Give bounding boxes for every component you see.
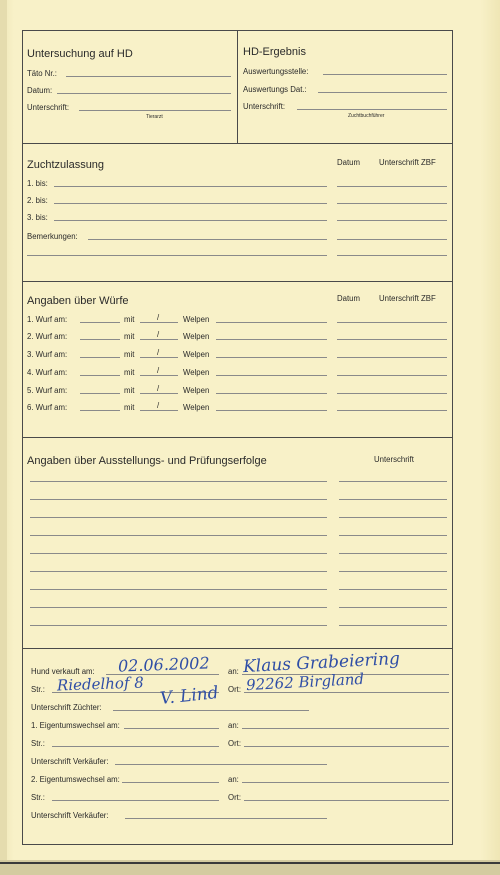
fill-line-auswertungsstelle[interactable]: [323, 74, 447, 75]
zucht-row-line[interactable]: [54, 203, 327, 204]
fill-line-ort[interactable]: [244, 746, 449, 747]
label-result-unterschrift: Unterschrift:: [243, 102, 286, 111]
ausstellung-sign-line[interactable]: [339, 625, 447, 626]
label-an: an:: [228, 721, 239, 730]
fill-line-unterschrift-verkaeufer[interactable]: [125, 818, 327, 819]
wurf-note-line[interactable]: [216, 357, 327, 358]
divider: [22, 281, 453, 282]
fill-line-str[interactable]: [52, 800, 219, 801]
label-auswertungsstelle: Auswertungsstelle:: [243, 67, 309, 76]
ausstellung-line[interactable]: [30, 535, 327, 536]
fill-line-eigentum2-date[interactable]: [122, 782, 219, 783]
wurf-count-line[interactable]: [140, 322, 178, 323]
wurf-date-line[interactable]: [80, 375, 120, 376]
wurf-mit: mit: [124, 332, 135, 341]
ausstellung-line[interactable]: [30, 499, 327, 500]
wurf-welpen: Welpen: [183, 332, 210, 341]
handwritten-signature: V. Lind: [159, 682, 220, 710]
label-unterschrift-zuechter: Unterschrift Züchter:: [31, 703, 102, 712]
wurf-slash: /: [157, 313, 160, 322]
wurf-sign-line[interactable]: [337, 322, 447, 323]
label-hund-verkauft: Hund verkauft am:: [31, 667, 95, 676]
label-eigentumswechsel-1: 1. Eigentumswechsel am:: [31, 721, 120, 730]
ausstellung-sign-line[interactable]: [339, 571, 447, 572]
wurf-count-line[interactable]: [140, 375, 178, 376]
column-header-datum: Datum: [337, 158, 360, 167]
fill-line-ort[interactable]: [244, 800, 449, 801]
wurf-count-line[interactable]: [140, 410, 178, 411]
wurf-note-line[interactable]: [216, 339, 327, 340]
divider: [22, 437, 453, 438]
fill-line-unterschrift-zuechter[interactable]: [113, 710, 309, 711]
label-unterschrift: Unterschrift:: [27, 103, 70, 112]
ausstellung-line[interactable]: [30, 481, 327, 482]
wurf-row-label: 3. Wurf am:: [27, 350, 68, 359]
section-title-wuerfe: Angaben über Würfe: [27, 295, 129, 307]
label-str: Str.:: [31, 739, 45, 748]
label-an: an:: [228, 667, 239, 676]
section-title-hd-exam: Untersuchung auf HD: [27, 48, 133, 60]
wurf-date-line[interactable]: [80, 339, 120, 340]
wurf-date-line[interactable]: [80, 322, 120, 323]
wurf-date-line[interactable]: [80, 357, 120, 358]
paper-edge: [0, 0, 7, 875]
handwritten-street: Riedelhof 8: [56, 673, 145, 695]
ausstellung-sign-line[interactable]: [339, 517, 447, 518]
zucht-row-label: 2. bis:: [27, 196, 48, 205]
handwritten-buyer-name: Klaus Grabeiering: [242, 648, 401, 678]
section-title-ausstellung: Angaben über Ausstellungs- und Prüfungserfolge: [27, 455, 267, 467]
fill-line-an[interactable]: [242, 728, 449, 729]
zucht-sign-line[interactable]: [337, 255, 447, 256]
bemerkungen-line[interactable]: [88, 239, 327, 240]
label-taeto: Täto Nr.:: [27, 69, 57, 78]
column-header-unterschrift-zbf: Unterschrift ZBF: [379, 158, 436, 167]
wurf-mit: mit: [124, 350, 135, 359]
label-an: an:: [228, 775, 239, 784]
zucht-row-label: 3. bis:: [27, 213, 48, 222]
wurf-date-line[interactable]: [80, 393, 120, 394]
wurf-welpen: Welpen: [183, 350, 210, 359]
wurf-count-line[interactable]: [140, 339, 178, 340]
wurf-sign-line[interactable]: [337, 375, 447, 376]
wurf-sign-line[interactable]: [337, 410, 447, 411]
label-eigentumswechsel-2: 2. Eigentumswechsel am:: [31, 775, 120, 784]
label-unterschrift-verkaeufer: Unterschrift Verkäufer:: [31, 757, 109, 766]
ausstellung-sign-line[interactable]: [339, 535, 447, 536]
wurf-note-line[interactable]: [216, 410, 327, 411]
label-auswertungs-dat: Auswertungs Dat.:: [243, 85, 307, 94]
wurf-mit: mit: [124, 403, 135, 412]
handwritten-city: 92262 Birgland: [245, 669, 365, 695]
zucht-sign-line[interactable]: [337, 203, 447, 204]
wurf-row-label: 5. Wurf am:: [27, 386, 68, 395]
wurf-welpen: Welpen: [183, 368, 210, 377]
zucht-row-line[interactable]: [54, 220, 327, 221]
zucht-row-line[interactable]: [54, 186, 327, 187]
wurf-row-label: 2. Wurf am:: [27, 332, 68, 341]
column-header-datum: Datum: [337, 294, 360, 303]
wurf-slash: /: [157, 384, 160, 393]
label-datum: Datum:: [27, 86, 53, 95]
label-str: Str.:: [31, 793, 45, 802]
wurf-row-label: 4. Wurf am:: [27, 368, 68, 377]
fill-line-result-unterschrift[interactable]: [297, 109, 447, 110]
wurf-mit: mit: [124, 386, 135, 395]
wurf-note-line[interactable]: [216, 375, 327, 376]
caption-zuchtbuchfuehrer: Zuchtbuchführer: [348, 113, 385, 119]
wurf-count-line[interactable]: [140, 393, 178, 394]
wurf-mit: mit: [124, 315, 135, 324]
label-str: Str.:: [31, 685, 45, 694]
fill-line-unterschrift[interactable]: [79, 110, 231, 111]
ausstellung-sign-line[interactable]: [339, 589, 447, 590]
fill-line-datum[interactable]: [57, 93, 231, 94]
fill-line-auswertungs-dat[interactable]: [318, 92, 447, 93]
section-title-zucht: Zuchtzulassung: [27, 159, 105, 171]
wurf-slash: /: [157, 366, 160, 375]
zucht-row-label: 1. bis:: [27, 179, 48, 188]
ausstellung-line[interactable]: [30, 517, 327, 518]
label-ort: Ort:: [228, 739, 241, 748]
wurf-note-line[interactable]: [216, 393, 327, 394]
wurf-welpen: Welpen: [183, 386, 210, 395]
divider: [22, 143, 453, 144]
column-header-unterschrift-zbf: Unterschrift ZBF: [379, 294, 436, 303]
wurf-welpen: Welpen: [183, 315, 210, 324]
column-header-unterschrift: Unterschrift: [374, 455, 414, 464]
wurf-slash: /: [157, 401, 160, 410]
wurf-welpen: Welpen: [183, 403, 210, 412]
divider: [237, 30, 238, 143]
label-bemerkungen: Bemerkungen:: [27, 232, 78, 241]
bemerkungen-line[interactable]: [27, 255, 327, 256]
zucht-sign-line[interactable]: [337, 186, 447, 187]
wurf-count-line[interactable]: [140, 357, 178, 358]
label-ort: Ort:: [228, 793, 241, 802]
caption-tierarzt: Tierarzt: [146, 114, 163, 120]
ausstellung-line[interactable]: [30, 625, 327, 626]
wurf-sign-line[interactable]: [337, 357, 447, 358]
wurf-row-label: 1. Wurf am:: [27, 315, 68, 324]
wurf-mit: mit: [124, 368, 135, 377]
ausstellung-line[interactable]: [30, 589, 327, 590]
ausstellung-sign-line[interactable]: [339, 481, 447, 482]
fill-line-eigentum1-date[interactable]: [124, 728, 219, 729]
fill-line-str[interactable]: [52, 746, 219, 747]
wurf-date-line[interactable]: [80, 410, 120, 411]
zucht-sign-line[interactable]: [337, 239, 447, 240]
handwritten-sale-date: 02.06.2002: [117, 653, 210, 676]
wurf-slash: /: [157, 348, 160, 357]
zucht-sign-line[interactable]: [337, 220, 447, 221]
section-title-hd-result: HD-Ergebnis: [243, 46, 306, 58]
wurf-sign-line[interactable]: [337, 339, 447, 340]
wurf-slash: /: [157, 330, 160, 339]
page-bottom-edge: [0, 862, 500, 864]
wurf-sign-line[interactable]: [337, 393, 447, 394]
ausstellung-line[interactable]: [30, 571, 327, 572]
fill-line-taeto[interactable]: [66, 76, 231, 77]
ausstellung-line[interactable]: [30, 553, 327, 554]
fill-line-an[interactable]: [242, 782, 449, 783]
ausstellung-sign-line[interactable]: [339, 553, 447, 554]
ausstellung-line[interactable]: [30, 607, 327, 608]
wurf-row-label: 6. Wurf am:: [27, 403, 68, 412]
label-ort: Ort:: [228, 685, 241, 694]
label-unterschrift-verkaeufer: Unterschrift Verkäufer:: [31, 811, 109, 820]
ausstellung-sign-line[interactable]: [339, 607, 447, 608]
wurf-note-line[interactable]: [216, 322, 327, 323]
ausstellung-sign-line[interactable]: [339, 499, 447, 500]
fill-line-unterschrift-verkaeufer[interactable]: [115, 764, 327, 765]
